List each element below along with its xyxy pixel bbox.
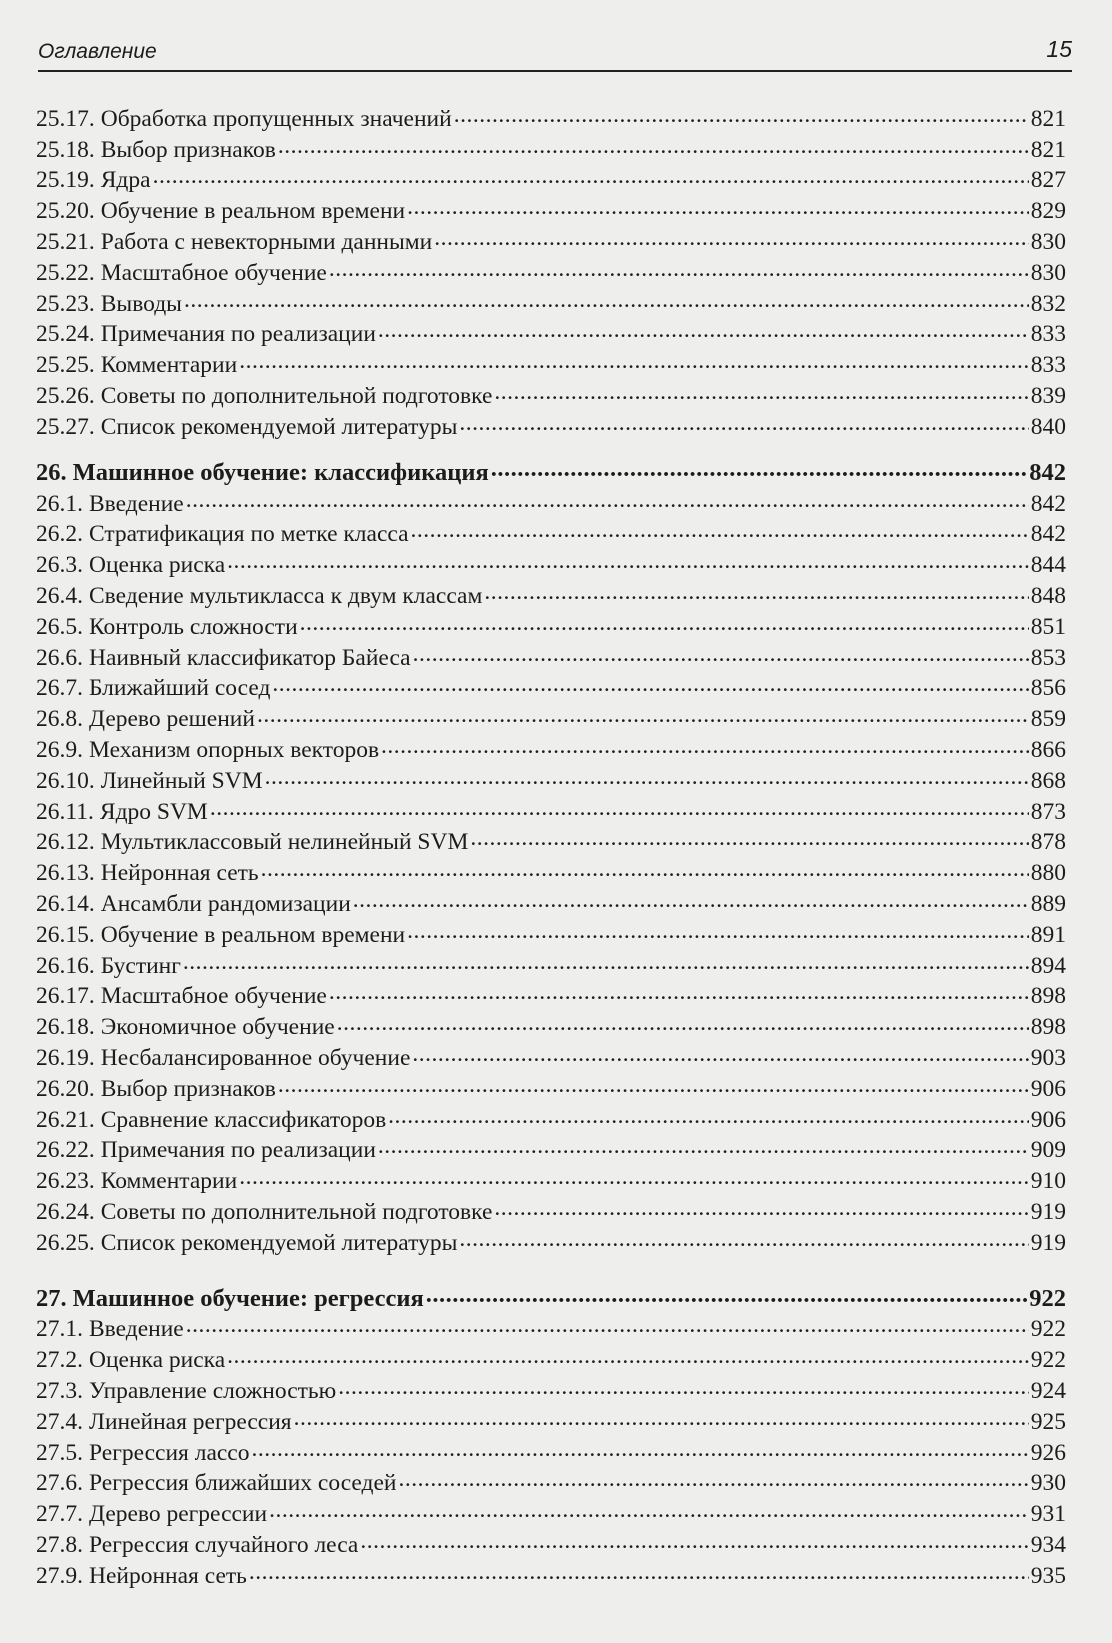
entry-title: Регрессия случайного леса <box>89 1532 359 1559</box>
dot-leader <box>329 249 1029 280</box>
dot-leader <box>388 1096 1029 1127</box>
entry-number: 26.4. <box>36 582 83 609</box>
entry-title: Примечания по реализации <box>100 321 376 348</box>
dot-leader <box>353 880 1029 911</box>
dot-leader <box>239 1157 1029 1188</box>
chapter-number: 27. <box>36 1284 67 1312</box>
chapter-page: 842 <box>1029 458 1066 486</box>
entry-page: 903 <box>1030 1044 1066 1071</box>
entry-number: 26.1. <box>36 490 83 517</box>
dot-leader <box>278 126 1029 157</box>
dot-leader <box>153 157 1029 188</box>
entry-page: 922 <box>1030 1316 1066 1343</box>
entry-title: Механизм опорных векторов <box>89 736 380 763</box>
entry-page: 844 <box>1030 552 1066 579</box>
entry-number: 26.20. <box>36 1075 95 1102</box>
dot-leader <box>265 757 1029 788</box>
dot-leader <box>434 218 1029 249</box>
entry-page: 898 <box>1030 1014 1066 1041</box>
entry-title: Оценка риска <box>89 552 226 579</box>
entry-page: 821 <box>1030 105 1066 132</box>
entry-number: 27.7. <box>36 1501 83 1528</box>
toc-chapter-27[interactable] <box>36 1272 1066 1312</box>
entry-title: Мультиклассовый нелинейный SVM <box>100 829 469 856</box>
entry-number: 26.11. <box>36 798 94 825</box>
entry-number: 26.23. <box>36 1168 95 1195</box>
entry-number: 26.18. <box>36 1014 95 1041</box>
entry-page: 924 <box>1030 1378 1066 1405</box>
entry-number: 25.27. <box>36 413 95 440</box>
dot-leader <box>459 1219 1028 1250</box>
entry-number: 27.6. <box>36 1470 83 1497</box>
entry-title: Масштабное обучение <box>100 259 327 286</box>
dot-leader <box>329 973 1029 1004</box>
dot-leader <box>261 849 1029 880</box>
entry-page: 910 <box>1030 1168 1066 1195</box>
entry-title: Регрессия ближайших соседей <box>89 1470 397 1497</box>
entry-number: 26.25. <box>36 1229 95 1256</box>
entry-title: Выбор признаков <box>100 1075 276 1102</box>
dot-leader <box>360 1521 1028 1552</box>
dot-leader <box>378 1127 1029 1158</box>
entry-title: Советы по дополнительной подготовке <box>100 382 493 409</box>
dot-leader <box>470 819 1028 850</box>
entry-number: 27.2. <box>36 1347 83 1374</box>
entry-number: 26.14. <box>36 890 95 917</box>
dot-leader <box>186 1306 1029 1337</box>
dot-leader <box>494 372 1028 403</box>
entry-title: Ансамбли рандомизации <box>100 890 351 917</box>
entry-number: 26.2. <box>36 521 83 548</box>
entry-page: 880 <box>1030 860 1066 887</box>
entry-page: 866 <box>1030 736 1066 763</box>
dot-leader <box>249 1552 1029 1583</box>
entry-title: Список рекомендуемой литературы <box>100 1229 458 1256</box>
dot-leader <box>300 603 1029 634</box>
entry-number: 26.21. <box>36 1106 95 1133</box>
entry-page: 873 <box>1030 798 1066 825</box>
chapter-title: Машинное обучение: классификация <box>72 458 489 486</box>
entry-number: 26.5. <box>36 613 83 640</box>
entry-number: 25.19. <box>36 167 95 194</box>
entry-title: Обучение в реальном времени <box>100 921 406 948</box>
toc-entry[interactable] <box>36 157 1066 194</box>
entry-page: 922 <box>1030 1347 1066 1374</box>
entry-title: Наивный классификатор Байеса <box>89 644 411 671</box>
entry-title: Выбор признаков <box>100 136 276 163</box>
entry-number: 25.22. <box>36 259 95 286</box>
entry-title: Линейная регрессия <box>89 1408 292 1435</box>
entry-title: Масштабное обучение <box>100 983 327 1010</box>
entry-number: 26.10. <box>36 767 95 794</box>
entry-page: 833 <box>1030 321 1066 348</box>
entry-number: 27.1. <box>36 1316 83 1343</box>
toc-entry[interactable] <box>36 480 1066 517</box>
chapter-title: Машинное обучение: регрессия <box>72 1284 424 1312</box>
dot-leader <box>294 1398 1029 1429</box>
entry-title: Бустинг <box>100 952 181 979</box>
entry-title: Контроль сложности <box>89 613 298 640</box>
toc-entry[interactable] <box>36 1306 1066 1343</box>
dot-leader <box>251 1429 1028 1460</box>
dot-leader <box>227 1336 1029 1367</box>
entry-title: Нейронная сеть <box>100 860 259 887</box>
entry-title: Стратификация по метке класса <box>89 521 409 548</box>
dot-leader <box>227 541 1029 572</box>
toc-entry[interactable] <box>36 187 1066 225</box>
toc-entry[interactable] <box>36 511 1066 548</box>
entry-number: 25.26. <box>36 382 95 409</box>
dot-leader <box>269 1490 1029 1521</box>
entry-page: 839 <box>1030 382 1066 409</box>
dot-leader <box>407 187 1029 218</box>
dot-leader <box>278 1065 1029 1096</box>
entry-page: 919 <box>1030 1229 1066 1256</box>
running-title: Оглавление <box>38 40 157 63</box>
entry-title: Оценка риска <box>89 1347 226 1374</box>
entry-page: 842 <box>1030 490 1066 517</box>
entry-number: 25.17. <box>36 105 95 132</box>
entry-title: Сравнение классификаторов <box>100 1106 387 1133</box>
entry-title: Обработка пропущенных значений <box>100 105 452 132</box>
toc-section-27 <box>36 1306 1066 1589</box>
entry-page: 853 <box>1030 644 1066 671</box>
entry-number: 26.8. <box>36 706 83 733</box>
entry-number: 25.20. <box>36 198 95 225</box>
entry-number: 26.7. <box>36 675 83 702</box>
entry-number: 26.16. <box>36 952 95 979</box>
dot-leader <box>426 1272 1028 1306</box>
toc-section-26 <box>36 480 1066 1256</box>
entry-number: 26.13. <box>36 860 95 887</box>
entry-number: 25.23. <box>36 290 95 317</box>
entry-title: Введение <box>89 490 184 517</box>
dot-leader <box>413 634 1029 665</box>
entry-number: 25.18. <box>36 136 95 163</box>
entry-page: 848 <box>1030 582 1066 609</box>
dot-leader <box>411 511 1029 542</box>
entry-number: 26.9. <box>36 736 83 763</box>
dot-leader <box>272 665 1028 696</box>
entry-number: 26.22. <box>36 1137 95 1164</box>
entry-page: 868 <box>1030 767 1066 794</box>
dot-leader <box>459 403 1028 434</box>
entry-title: Экономичное обучение <box>100 1014 335 1041</box>
entry-page: 859 <box>1030 706 1066 733</box>
toc-section-25 <box>36 95 1066 440</box>
entry-page: 821 <box>1030 136 1066 163</box>
chapter-page: 922 <box>1029 1284 1066 1312</box>
toc-entry[interactable] <box>36 1336 1066 1374</box>
dot-leader <box>484 572 1028 603</box>
dot-leader <box>494 1188 1028 1219</box>
entry-page: 830 <box>1030 259 1066 286</box>
entry-page: 891 <box>1030 921 1066 948</box>
entry-title: Ядро SVM <box>99 798 208 825</box>
entry-page: 840 <box>1030 413 1066 440</box>
entry-title: Обучение в реальном времени <box>100 198 406 225</box>
entry-page: 919 <box>1030 1198 1066 1225</box>
entry-number: 27.5. <box>36 1439 83 1466</box>
entry-title: Выводы <box>100 290 182 317</box>
page-header <box>38 36 1072 72</box>
entry-page: 906 <box>1030 1075 1066 1102</box>
entry-page: 931 <box>1030 1501 1066 1528</box>
page-number: 15 <box>1046 36 1072 62</box>
entry-page: 898 <box>1030 983 1066 1010</box>
entry-page: 934 <box>1030 1532 1066 1559</box>
toc-entry[interactable] <box>36 280 1066 317</box>
entry-number: 26.19. <box>36 1044 95 1071</box>
entry-title: Список рекомендуемой литературы <box>100 413 458 440</box>
dot-leader <box>338 1367 1029 1398</box>
toc-chapter-26[interactable] <box>36 446 1066 486</box>
entry-number: 27.3. <box>36 1378 83 1405</box>
entry-page: 856 <box>1030 675 1066 702</box>
entry-number: 25.21. <box>36 228 95 255</box>
entry-page: 829 <box>1030 198 1066 225</box>
chapter-number: 26. <box>36 458 67 486</box>
dot-leader <box>381 726 1029 757</box>
entry-title: Ядра <box>100 167 151 194</box>
dot-leader <box>239 341 1029 372</box>
entry-page: 832 <box>1030 290 1066 317</box>
dot-leader <box>378 311 1029 342</box>
dot-leader <box>186 480 1029 511</box>
entry-title: Несбалансированное обучение <box>100 1044 411 1071</box>
dot-leader <box>184 280 1029 311</box>
dot-leader <box>337 1003 1029 1034</box>
entry-number: 27.4. <box>36 1408 83 1435</box>
entry-page: 909 <box>1030 1137 1066 1164</box>
entry-number: 27.9. <box>36 1562 83 1589</box>
entry-title: Дерево решений <box>89 706 255 733</box>
table-of-contents <box>36 95 1066 1589</box>
entry-number: 25.25. <box>36 352 95 379</box>
toc-entry[interactable] <box>36 942 1066 979</box>
entry-title: Советы по дополнительной подготовке <box>100 1198 493 1225</box>
entry-title: Ближайший сосед <box>89 675 271 702</box>
entry-page: 930 <box>1030 1470 1066 1497</box>
entry-number: 26.3. <box>36 552 83 579</box>
entry-title: Нейронная сеть <box>89 1562 247 1589</box>
entry-title: Линейный SVM <box>100 767 263 794</box>
entry-page: 925 <box>1030 1408 1066 1435</box>
entry-number: 26.6. <box>36 644 83 671</box>
toc-entry[interactable] <box>36 311 1066 348</box>
entry-page: 894 <box>1030 952 1066 979</box>
entry-page: 906 <box>1030 1106 1066 1133</box>
entry-number: 25.24. <box>36 321 95 348</box>
entry-page: 830 <box>1030 228 1066 255</box>
entry-title: Регрессия лассо <box>89 1439 250 1466</box>
dot-leader <box>399 1460 1029 1491</box>
entry-number: 26.12. <box>36 829 95 856</box>
entry-title: Работа с невекторными данными <box>100 228 433 255</box>
dot-leader <box>491 446 1028 480</box>
entry-page: 889 <box>1030 890 1066 917</box>
entry-page: 878 <box>1030 829 1066 856</box>
entry-title: Управление сложностью <box>89 1378 337 1405</box>
dot-leader <box>407 911 1029 942</box>
entry-title: Комментарии <box>100 352 238 379</box>
dot-leader <box>454 95 1029 126</box>
entry-page: 827 <box>1030 167 1066 194</box>
toc-entry[interactable] <box>36 95 1066 132</box>
entry-page: 851 <box>1030 613 1066 640</box>
entry-title: Примечания по реализации <box>100 1137 376 1164</box>
toc-entry[interactable] <box>36 973 1066 1010</box>
entry-title: Введение <box>89 1316 184 1343</box>
dot-leader <box>183 942 1029 973</box>
entry-title: Комментарии <box>100 1168 238 1195</box>
entry-page: 935 <box>1030 1562 1066 1589</box>
dot-leader <box>412 1034 1028 1065</box>
entry-title: Дерево регрессии <box>89 1501 268 1528</box>
entry-page: 842 <box>1030 521 1066 548</box>
entry-number: 26.17. <box>36 983 95 1010</box>
dot-leader <box>257 695 1029 726</box>
entry-number: 26.24. <box>36 1198 95 1225</box>
entry-number: 27.8. <box>36 1532 83 1559</box>
entry-number: 26.15. <box>36 921 95 948</box>
dot-leader <box>210 788 1029 819</box>
entry-title: Сведение мультикласса к двум классам <box>89 582 483 609</box>
entry-page: 833 <box>1030 352 1066 379</box>
entry-page: 926 <box>1030 1439 1066 1466</box>
